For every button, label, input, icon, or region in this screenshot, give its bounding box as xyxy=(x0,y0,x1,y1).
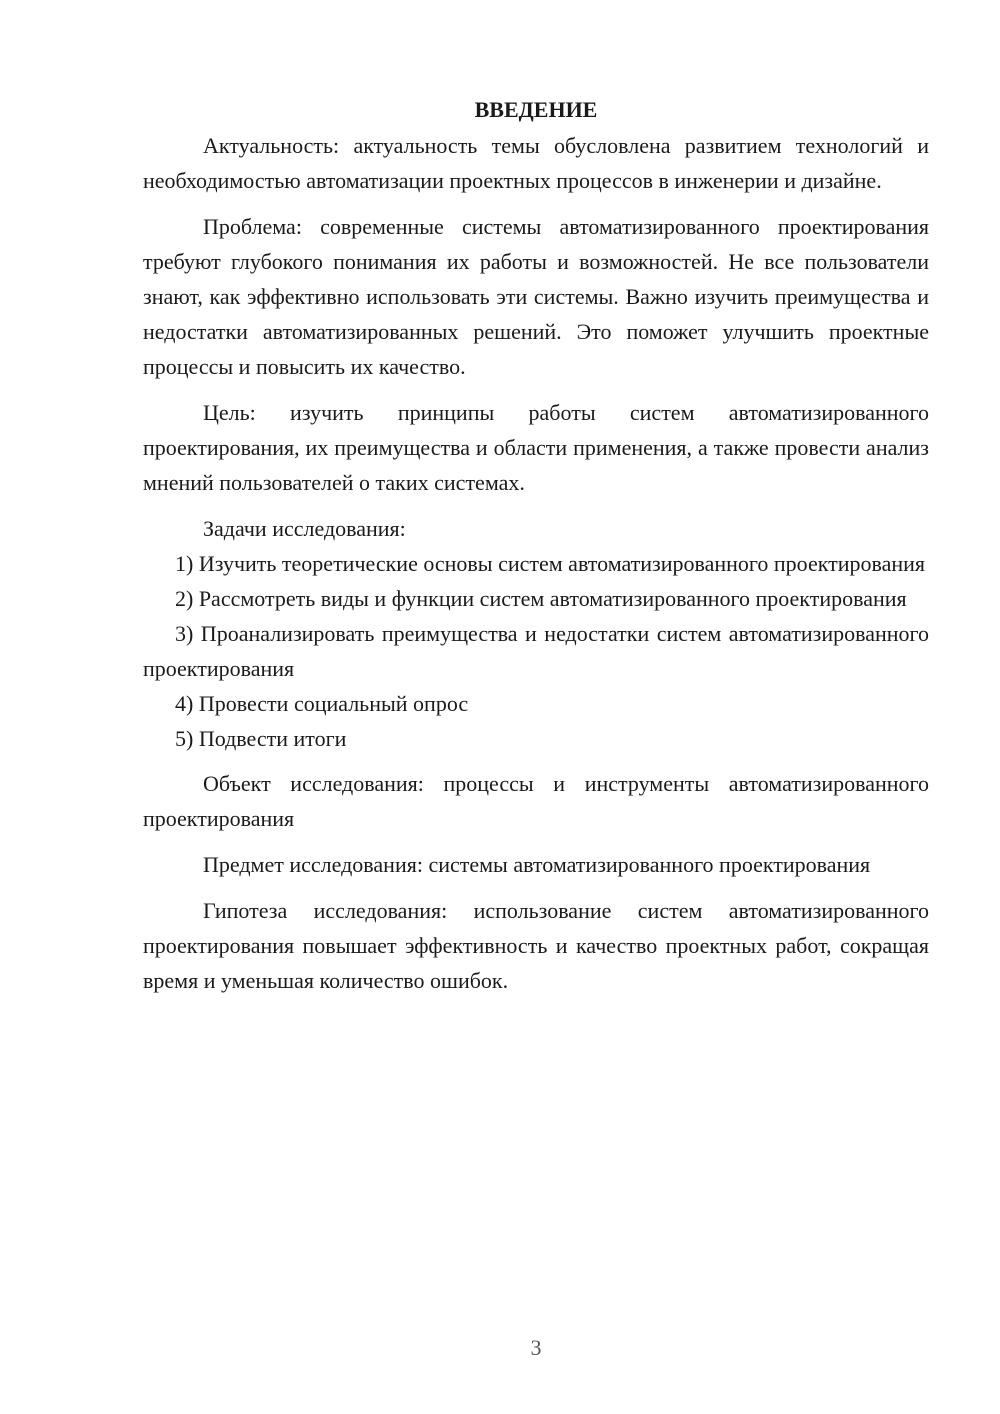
task-item-3: 3) Проанализировать преимущества и недостатки систем автоматизированного проектирования xyxy=(143,621,929,681)
paragraph-relevance: Актуальность: актуальность темы обусловлена развитием технологий и необходимостью автоматизации проектных процессов в инженерии и дизайне. xyxy=(143,133,929,193)
page-body xyxy=(143,92,929,998)
task-item-1: 1) Изучить теоретические основы систем автоматизированного проектирования xyxy=(175,551,926,576)
task-item-5: 5) Подвести итоги xyxy=(175,726,347,751)
tasks-title: Задачи исследования: xyxy=(203,516,406,541)
page-number: 3 xyxy=(530,1335,542,1360)
paragraph-hypothesis: Гипотеза исследования: использование систем автоматизированного проектирования повышает эффективность и качество проектных работ, сокращая время и уменьшая количество ошибок. xyxy=(143,898,929,993)
paragraph-object: Объект исследования: процессы и инструменты автоматизированного проектирования xyxy=(143,771,929,831)
paragraph-subject: Предмет исследования: системы автоматизированного проектирования xyxy=(203,852,871,877)
task-item-2: 2) Рассмотреть виды и функции систем автоматизированного проектирования xyxy=(175,586,907,611)
paragraph-problem: Проблема: современные системы автоматизированного проектирования требуют глубокого понимания их работы и возможностей. Не все пользователи знают, как эффективно использовать эти системы. Важно изучить преимущества и недостатки автоматизированных решений. Это поможет улучшить проектные процессы и повысить их качество. xyxy=(143,214,929,379)
paragraph-goal: Цель: изучить принципы работы систем автоматизированного проектирования, их преимущества и области применения, а также провести анализ мнений пользователей о таких системах. xyxy=(143,400,929,495)
section-heading: ВВЕДЕНИЕ xyxy=(474,97,598,122)
task-item-4: 4) Провести социальный опрос xyxy=(175,691,469,716)
